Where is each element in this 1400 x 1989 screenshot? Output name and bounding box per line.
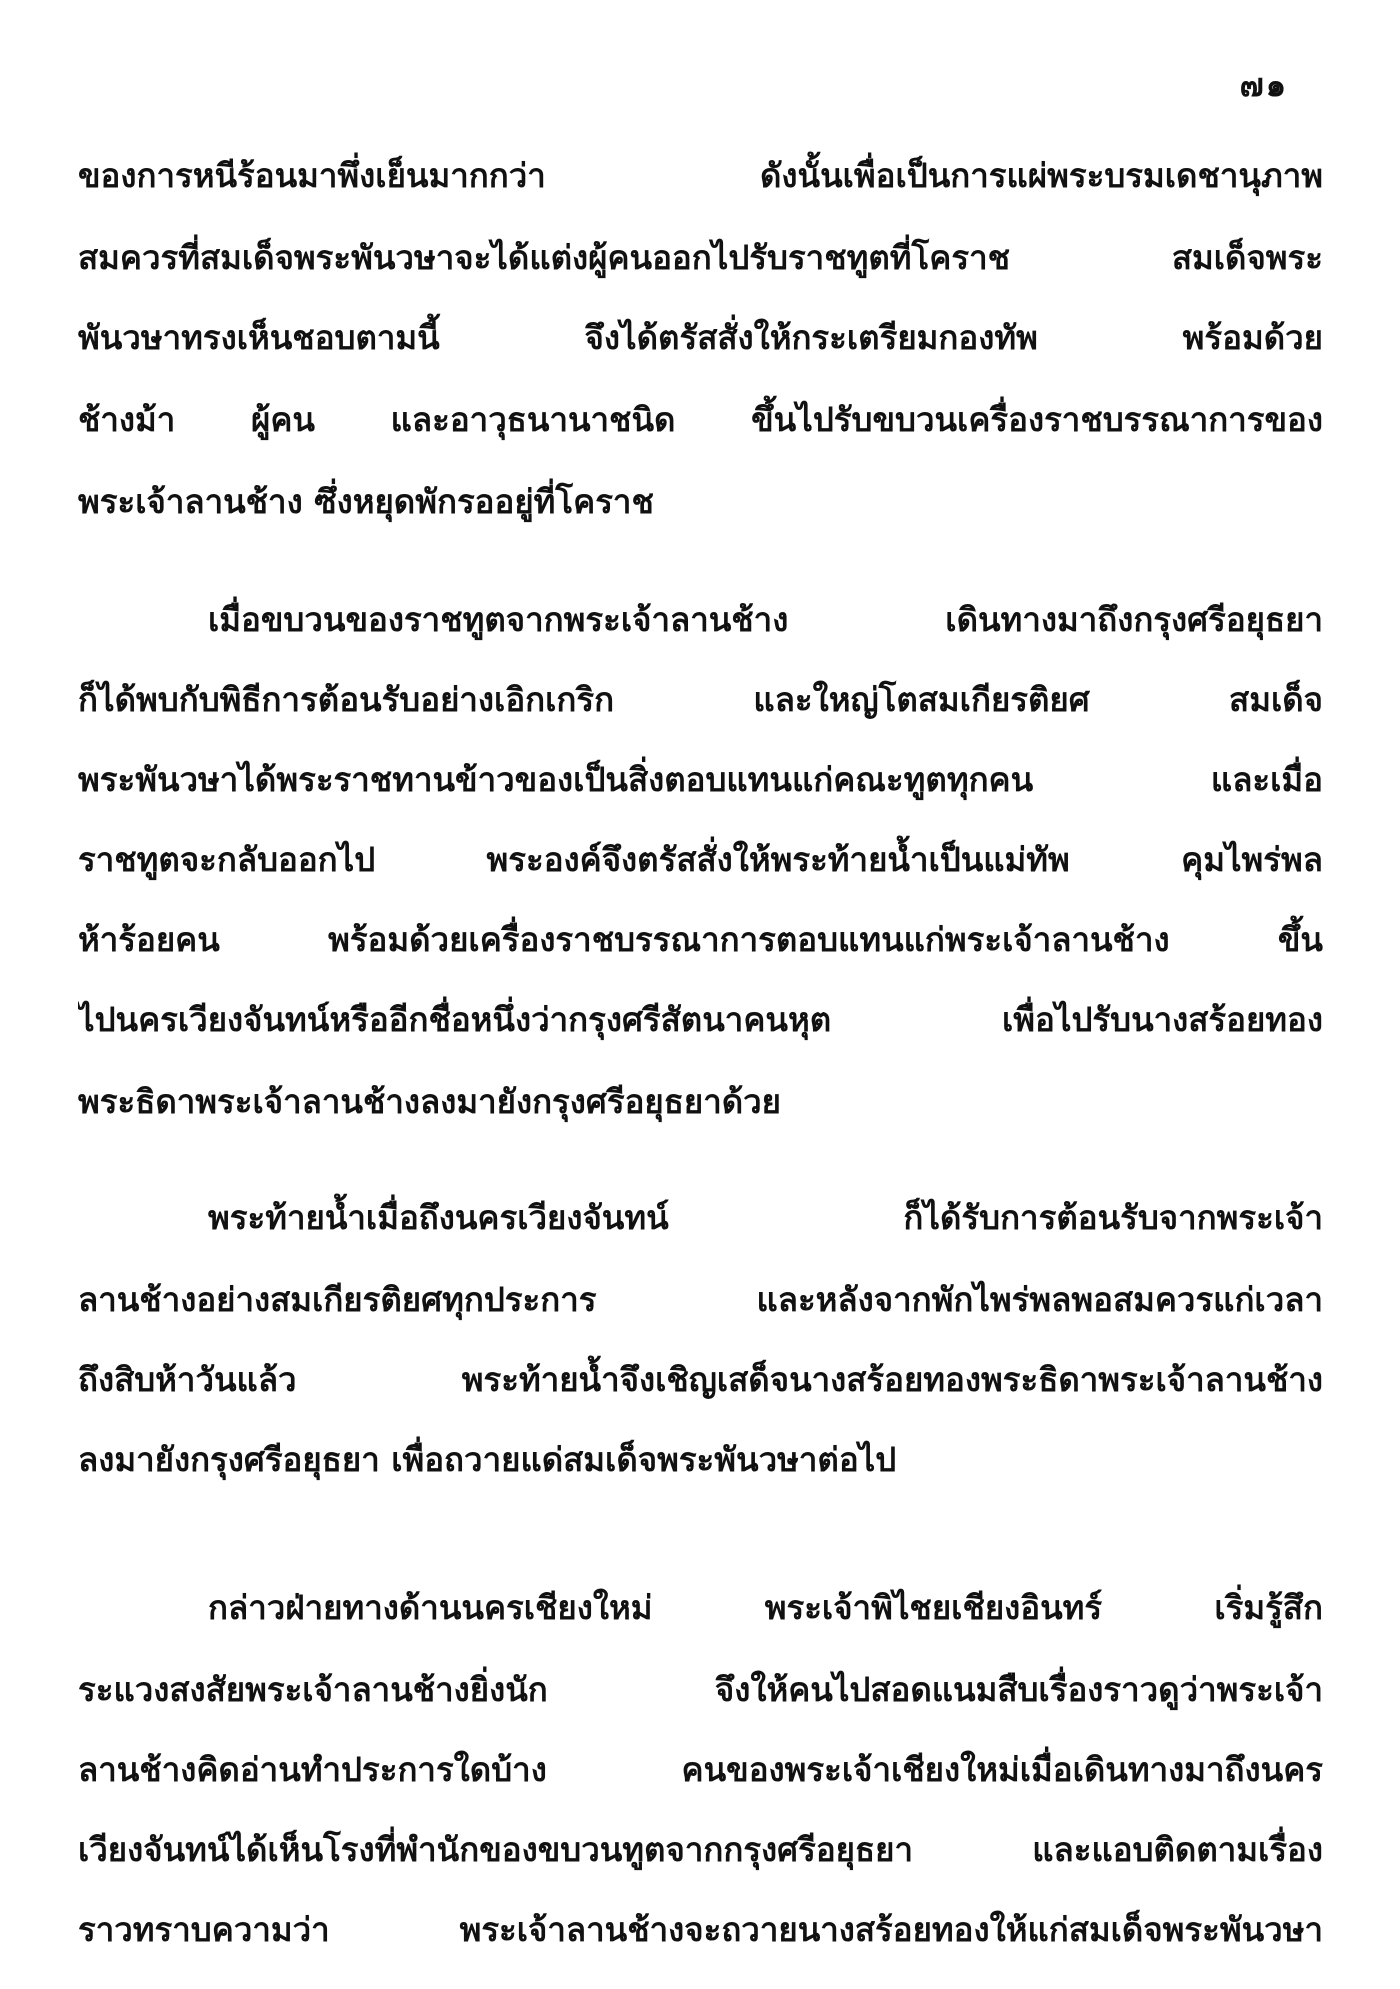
text-line: ลงมายังกรุงศรีอยุธยา เพื่อถวายแด่สมเด็จพระพันวษาต่อไป bbox=[78, 1440, 897, 1479]
text-line: ห้าร้อยคน พร้อมด้วยเครื่องราชบรรณาการตอบแทนแก่พระเจ้าลานช้าง ขึ้น bbox=[78, 920, 1323, 959]
text-line: ช้างม้า ผู้คน และอาวุธนานาชนิด ขึ้นไปรับขบวนเครื่องราชบรรณาการของ bbox=[78, 400, 1323, 439]
text-line: ลานช้างคิดอ่านทำประการใดบ้าง คนของพระเจ้าเชียงใหม่เมื่อเดินทางมาถึงนคร bbox=[78, 1750, 1323, 1789]
text-line: พระเจ้าลานช้าง ซึ่งหยุดพักรออยู่ที่โคราช bbox=[78, 482, 654, 521]
text-line: ของการหนีร้อนมาพึ่งเย็นมากกว่า ดังนั้นเพื่อเป็นการแผ่พระบรมเดชานุภาพ bbox=[78, 156, 1323, 195]
text-line: ราวทราบความว่า พระเจ้าลานช้างจะถวายนางสร้อยทองให้แก่สมเด็จพระพันวษา bbox=[78, 1910, 1323, 1949]
text-line: ระแวงสงสัยพระเจ้าลานช้างยิ่งนัก จึงให้คนไปสอดแนมสืบเรื่องราวดูว่าพระเจ้า bbox=[78, 1670, 1323, 1709]
text-line: พระพันวษาได้พระราชทานข้าวของเป็นสิ่งตอบแทนแก่คณะทูตทุกคน และเมื่อ bbox=[78, 760, 1323, 799]
text-line: เมื่อขบวนของราชทูตจากพระเจ้าลานช้าง เดินทางมาถึงกรุงศรีอยุธยา bbox=[208, 600, 1323, 639]
page-number: ๗๑ bbox=[1239, 66, 1288, 104]
text-line: ก็ได้พบกับพิธีการต้อนรับอย่างเอิกเกริก และใหญ่โตสมเกียรติยศ สมเด็จ bbox=[78, 680, 1323, 719]
text-line: พระท้ายน้ำเมื่อถึงนครเวียงจันทน์ ก็ได้รับการต้อนรับจากพระเจ้า bbox=[208, 1198, 1323, 1237]
text-line: ถึงสิบห้าวันแล้ว พระท้ายน้ำจึงเชิญเสด็จนางสร้อยทองพระธิดาพระเจ้าลานช้าง bbox=[78, 1360, 1323, 1399]
text-line: ลานช้างอย่างสมเกียรติยศทุกประการ และหลังจากพักไพร่พลพอสมควรแก่เวลา bbox=[78, 1280, 1323, 1319]
text-line: พันวษาทรงเห็นชอบตามนี้ จึงได้ตรัสสั่งให้กระเตรียมกองทัพ พร้อมด้วย bbox=[78, 318, 1323, 357]
text-line: เวียงจันทน์ได้เห็นโรงที่พำนักของขบวนทูตจากกรุงศรีอยุธยา และแอบติดตามเรื่อง bbox=[78, 1830, 1323, 1869]
text-line: กล่าวฝ่ายทางด้านนครเชียงใหม่ พระเจ้าพิไชยเชียงอินทร์ เริ่มรู้สึก bbox=[208, 1588, 1323, 1627]
text-line: สมควรที่สมเด็จพระพันวษาจะได้แต่งผู้คนออกไปรับราชทูตที่โคราช สมเด็จพระ bbox=[78, 238, 1323, 277]
text-line: พระธิดาพระเจ้าลานช้างลงมายังกรุงศรีอยุธยาด้วย bbox=[78, 1082, 782, 1121]
text-line: ราชทูตจะกลับออกไป พระองค์จึงตรัสสั่งให้พระท้ายน้ำเป็นแม่ทัพ คุมไพร่พล bbox=[78, 840, 1323, 879]
text-line: ไปนครเวียงจันทน์หรืออีกชื่อหนึ่งว่ากรุงศรีสัตนาคนหุต เพื่อไปรับนางสร้อยทอง bbox=[78, 1000, 1323, 1039]
